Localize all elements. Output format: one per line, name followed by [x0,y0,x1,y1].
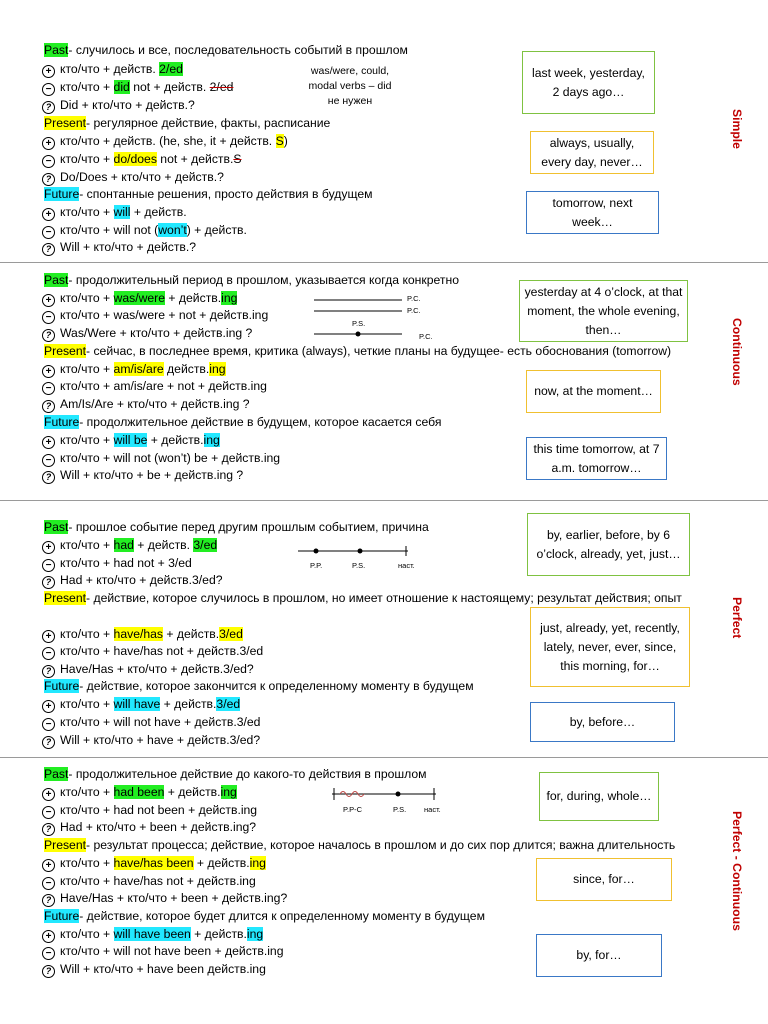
minus-circle-icon: − [42,718,55,731]
formula-text: Will + кто/что + действ.? [60,240,197,254]
minus-circle-icon: − [42,83,55,96]
tense-description: - сейчас, в последнее время, критика (always), четкие планы на будущее- есть обоснования (tomorrow) [86,344,672,358]
perfect-continuous-timeline-diagram [330,786,440,802]
continuous-future-time-markers [526,437,667,480]
timeline-label: P.S. [352,319,366,328]
simple-past-heading [44,42,408,59]
formula-text: кто/что + [60,362,114,376]
plus-circle-icon: + [42,930,55,943]
minus-circle-icon: − [42,226,55,239]
perfect-continuous-future-positive [44,926,263,943]
perfect-future-question [44,732,260,749]
formula-highlight: am/is/are [113,362,164,376]
section-divider [0,500,768,501]
formula-text: not + действ. [156,152,234,166]
continuous-present-question [44,396,250,413]
formula-text: Have/Has + кто/что + действ.3/ed? [60,662,254,676]
tense-label: Present [44,116,87,130]
tense-label: Present [44,838,87,852]
question-circle-icon: ? [42,329,55,342]
perfect-continuous-future-question [44,961,266,978]
simple-present-positive [44,133,288,150]
timeline-point [396,792,401,797]
formula-text: кто/что + [60,538,114,552]
formula-text: кто/что + [60,80,114,94]
time-markers-text: by, earlier, before, by 6 o’clock, already, yet, just… [536,527,681,561]
simple-future-positive [44,204,187,221]
minus-circle-icon: − [42,877,55,890]
simple-future-negative [44,222,247,239]
formula-text: кто/что + [60,433,114,447]
formula-highlight: ing [220,785,237,799]
time-markers-text: since, for… [573,872,635,886]
plus-circle-icon: + [42,137,55,150]
question-circle-icon: ? [42,471,55,484]
formula-text: + действ. [163,627,220,641]
section-label: Perfect - Continuous [730,811,744,931]
tense-label: Future [44,415,80,429]
simple-past-negative [44,79,233,96]
formula-text: Will + кто/что + have + действ.3/ed? [60,733,261,747]
formula-highlight: will [113,205,131,219]
question-circle-icon: ? [42,101,55,114]
formula-text: Had + кто/что + действ.3/ed? [60,573,223,587]
timeline-point [358,549,363,554]
question-circle-icon: ? [42,576,55,589]
simple-present-time-markers [530,131,654,174]
continuous-past-heading [44,272,459,289]
timeline-label: наст. [424,805,441,814]
formula-text: Was/Were + кто/что + действ.ing ? [60,326,253,340]
formula-text: кто/что + am/is/are + not + действ.ing [60,379,267,393]
formula-text: Do/Does + кто/что + действ.? [60,170,224,184]
perfect-continuous-present-positive [44,855,266,872]
formula-text: кто/что + [60,785,114,799]
minus-circle-icon: − [42,806,55,819]
continuous-present-heading [44,343,704,360]
timeline-label: P.S. [352,561,366,570]
timeline-label: P.P-C [343,805,363,814]
formula-text: действ. [163,362,210,376]
perfect-continuous-past-time-markers [539,772,659,821]
formula-text: + действ. [133,538,194,552]
tense-description: - случилось и все, последовательность событий в прошлом [68,43,408,57]
formula-text: Will + кто/что + be + действ.ing ? [60,468,244,482]
perfect-present-positive [44,626,243,643]
formula-text: кто/что + действ. [60,62,160,76]
minus-circle-icon: − [42,382,55,395]
time-markers-text: for, during, whole… [546,789,652,803]
question-circle-icon: ? [42,823,55,836]
formula-text: Have/Has + кто/что + been + действ.ing? [60,891,288,905]
minus-circle-icon: − [42,454,55,467]
continuous-past-positive [44,290,237,307]
timeline-label: P.C. [407,294,421,303]
formula-highlight: 3/ed [193,538,218,552]
timeline-label: P.S. [393,805,407,814]
perfect-timeline-diagram [296,544,416,558]
continuous-past-question [44,325,252,342]
simple-present-question [44,169,224,186]
formula-highlight: ing [249,856,266,870]
section-divider [0,757,768,758]
continuous-past-negative [44,307,268,324]
formula-text: + действ. [165,291,222,305]
perfect-future-negative [44,714,260,731]
perfect-past-question [44,572,223,589]
continuous-present-negative [44,378,267,395]
formula-text: Am/Is/Are + кто/что + действ.ing ? [60,397,250,411]
question-circle-icon: ? [42,894,55,907]
note-line: was/were, could, [310,65,390,77]
formula-text: кто/что + was/were + not + действ.ing [60,308,269,322]
formula-highlight: will have [113,697,161,711]
timeline-label: наст. [398,561,415,570]
simple-present-heading [44,115,330,132]
time-markers-text: last week, yesterday, 2 days ago… [532,65,645,99]
formula-text: кто/что + will not ( [60,223,159,237]
tense-description: - продолжительное действие до какого-то действия в прошлом [68,767,427,781]
formula-text: кто/что + had not + 3/ed [60,556,192,570]
time-markers-text: just, already, yet, recently, lately, never, ever, since, this morning, for… [540,620,680,673]
perfect-continuous-future-heading [44,908,485,925]
formula-highlight: won’t [158,223,187,237]
timeline-label: P.P. [310,561,323,570]
formula-text: кто/что + [60,291,114,305]
section-label: Perfect [730,597,744,639]
simple-present-negative [44,151,242,168]
formula-text: кто/что + [60,205,114,219]
tense-label: Future [44,187,80,201]
perfect-continuous-present-heading [44,837,675,854]
formula-text: + действ. [190,927,247,941]
perfect-future-positive [44,696,240,713]
tense-description: - результат процесса; действие, которое началось в прошлом и до сих пор длится; важна длительность [86,838,676,852]
tense-label: Past [44,43,69,57]
formula-text: кто/что + will not have + действ.3/ed [60,715,261,729]
formula-highlight: had been [113,785,165,799]
formula-highlight: 2/ed [159,62,183,76]
plus-circle-icon: + [42,859,55,872]
formula-text: кто/что + [60,152,114,166]
formula-text: Had + кто/что + been + действ.ing? [60,820,257,834]
tense-description: - регулярное действие, факты, расписание [86,116,331,130]
simple-past-positive [44,61,183,78]
formula-text: кто/что + [60,856,114,870]
simple-future-heading [44,186,373,203]
continuous-past-time-markers [519,280,688,342]
formula-text: кто/что + will not have been + действ.ing [60,944,284,958]
time-markers-text: this time tomorrow, at 7 a.m. tomorrow… [533,441,660,475]
minus-circle-icon: − [42,311,55,324]
perfect-continuous-present-negative [44,873,256,890]
plus-circle-icon: + [42,65,55,78]
minus-circle-icon: − [42,647,55,660]
continuous-present-positive [44,361,226,378]
plus-circle-icon: + [42,365,55,378]
crossed-out-text: S [233,152,242,166]
formula-text: кто/что + [60,927,114,941]
perfect-past-positive [44,537,217,554]
section-label: Continuous [730,318,744,386]
perfect-continuous-present-time-markers [536,858,672,901]
formula-text: кто/что + had not been + действ.ing [60,803,258,817]
tense-description: - прошлое событие перед другим прошлым событием, причина [68,520,429,534]
tense-label: Future [44,909,80,923]
tense-label: Present [44,591,87,605]
formula-text: + действ. [160,697,217,711]
formula-highlight: had [113,538,134,552]
perfect-continuous-past-negative [44,802,257,819]
minus-circle-icon: − [42,559,55,572]
perfect-continuous-future-time-markers [536,934,662,977]
formula-highlight: 3/ed [219,627,243,641]
perfect-past-negative [44,555,192,572]
formula-text: not + действ. [129,80,210,94]
time-markers-text: by, before… [569,714,636,729]
formula-highlight: was/were [113,291,166,305]
formula-highlight: did [113,80,130,94]
question-circle-icon: ? [42,173,55,186]
plus-circle-icon: + [42,700,55,713]
continuous-future-negative [44,450,280,467]
formula-highlight: ing [209,362,226,376]
formula-text: Did + кто/что + действ.? [60,98,195,112]
continuous-future-positive [44,432,220,449]
section-divider [0,262,768,263]
perfect-future-heading [44,678,474,695]
question-circle-icon: ? [42,736,55,749]
tense-description: - продолжительное действие в будущем, которое касается себя [79,415,442,429]
perfect-present-negative [44,643,263,660]
timeline-label: P.C. [407,306,421,315]
formula-text: Will + кто/что + have been действ.ing [60,962,266,976]
formula-highlight: ing [246,927,264,941]
formula-text: + действ. [193,856,250,870]
continuous-future-heading [44,414,441,431]
tense-label: Past [44,273,69,287]
perfect-present-heading [44,590,699,607]
note-line: modal verbs – did [308,80,392,92]
perfect-past-time-markers [527,513,690,576]
formula-text: + действ. [164,785,221,799]
tense-description: - спонтанные решения, просто действия в будущем [79,187,373,201]
simple-past-question [44,97,195,114]
perfect-present-time-markers [530,607,690,687]
perfect-continuous-past-question [44,819,256,836]
formula-text: кто/что + действ. (he, she, it + действ. [60,134,276,148]
formula-text: + действ. [147,433,204,447]
formula-text: ) [283,134,288,148]
question-circle-icon: ? [42,243,55,256]
formula-highlight: have/has been [113,856,194,870]
plus-circle-icon: + [42,294,55,307]
question-circle-icon: ? [42,400,55,413]
section-label: Simple [730,109,744,149]
perfect-continuous-present-question [44,890,287,907]
formula-text: кто/что + will not (won’t) be + действ.ing [60,451,281,465]
perfect-present-question [44,661,254,678]
formula-text: кто/что + [60,697,114,711]
formula-text: + действ. [130,205,187,219]
crossed-out-text: 2/ed [209,80,234,94]
tense-description: - действие, которое будет длится к определенному моменту в будущем [79,909,485,923]
time-markers-text: always, usually, every day, never… [541,135,643,169]
formula-highlight: 3/ed [216,697,241,711]
simple-future-question [44,239,196,256]
tense-description: - продолжительный период в прошлом, указывается когда конкретно [68,273,459,287]
time-markers-text: yesterday at 4 o’clock, at that moment, the whole evening, then… [524,284,683,337]
continuous-present-time-markers [526,370,661,413]
tense-label: Present [44,344,87,358]
simple-past-time-markers [522,51,655,114]
timeline-point [356,332,361,337]
formula-highlight: ing [221,291,238,305]
formula-text: кто/что + have/has not + действ.3/ed [60,644,264,658]
continuous-future-question [44,467,243,484]
formula-text: кто/что + [60,627,114,641]
minus-circle-icon: − [42,947,55,960]
time-markers-text: by, for… [576,948,622,962]
perfect-continuous-future-negative [44,943,284,960]
tense-label: Past [44,767,69,781]
formula-highlight: ing [203,433,220,447]
timeline-point [314,549,319,554]
perfect-past-heading [44,519,429,536]
plus-circle-icon: + [42,208,55,221]
perfect-future-time-markers [530,702,675,742]
formula-highlight: do/does [113,152,157,166]
time-markers-text: now, at the moment… [534,384,653,398]
plus-circle-icon: + [42,630,55,643]
tense-label: Future [44,679,80,693]
plus-circle-icon: + [42,788,55,801]
tense-description: - действие, которое закончится к определенному моменту в будущем [79,679,474,693]
perfect-continuous-past-heading [44,766,427,783]
minus-circle-icon: − [42,155,55,168]
question-circle-icon: ? [42,965,55,978]
formula-text: ) + действ. [186,223,247,237]
formula-text: кто/что + have/has not + действ.ing [60,874,256,888]
note-line: не нужен [327,95,373,107]
plus-circle-icon: + [42,436,55,449]
simple-past-note [298,64,402,109]
formula-highlight: S [275,134,284,148]
formula-highlight: will be [113,433,148,447]
formula-highlight: have/has [113,627,164,641]
plus-circle-icon: + [42,541,55,554]
tense-label: Past [44,520,69,534]
simple-future-time-markers [526,191,659,234]
perfect-continuous-past-positive [44,784,237,801]
timeline-label: P.C. [419,332,433,341]
question-circle-icon: ? [42,665,55,678]
formula-highlight: will have been [113,927,191,941]
tense-description: - действие, которое случилось в прошлом, но имеет отношение к настоящему; результат действия; опыт [86,591,682,605]
time-markers-text: tomorrow, next week… [552,195,633,229]
